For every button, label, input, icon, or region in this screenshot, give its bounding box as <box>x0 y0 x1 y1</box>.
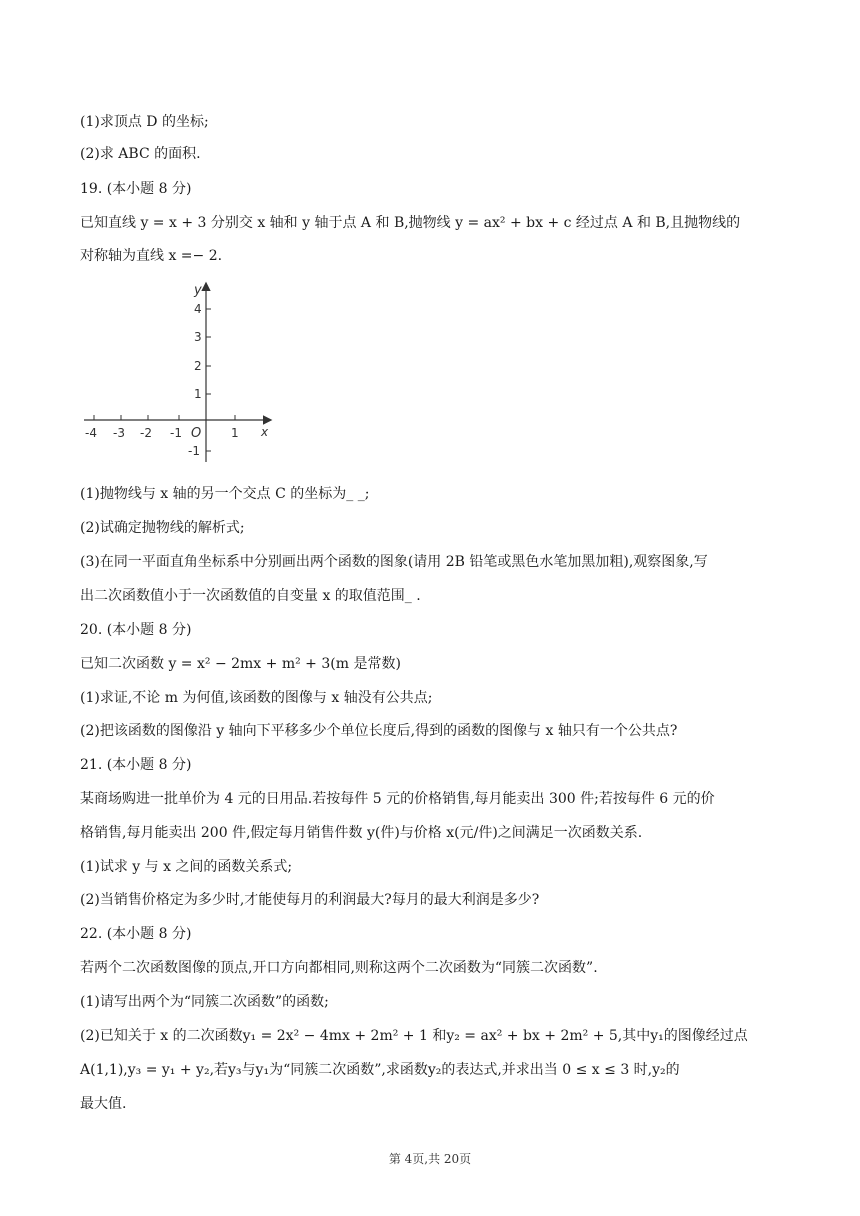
q19-part3-line1: (3)在同一平面直角坐标系中分别画出两个函数的图象(请用 2B 铅笔或黑色水笔加黑加粗),观察图象,写 <box>80 554 708 570</box>
q20-part1: (1)求证,不论 m 为何值,该函数的图像与 x 轴没有公共点; <box>80 690 433 706</box>
q22-part2-line3: 最大值. <box>80 1096 127 1112</box>
q19-body-line2: 对称轴为直线 x =− 2. <box>80 248 223 264</box>
coordinate-figure <box>80 276 280 472</box>
page-footer: 第 4页,共 20页 <box>388 1152 472 1166</box>
q18-part2: (2)求 ABC 的面积. <box>80 146 201 162</box>
q22-part2-line2: A(1,1),y₃ = y₁ + y₂,若y₃与y₁为“同簇二次函数”,求函数y₂的表达式,并求出当 0 ≤ x ≤ 3 时,y₂的 <box>80 1062 680 1078</box>
q19-heading: 19. (本小题 8 分) <box>80 181 192 197</box>
y-tick-label: 2 <box>194 359 202 373</box>
q18-part1: (1)求顶点 D 的坐标; <box>80 114 209 130</box>
y-axis-label: y <box>194 283 202 298</box>
q19-body-line1: 已知直线 y = x + 3 分别交 x 轴和 y 轴于点 A 和 B,抛物线 y = ax² + bx + c 经过点 A 和 B,且抛物线的 <box>80 215 741 231</box>
q19-part1: (1)抛物线与 x 轴的另一个交点 C 的坐标为_ _; <box>80 486 370 502</box>
x-axis-label: x <box>261 425 269 439</box>
q20-body: 已知二次函数 y = x² − 2mx + m² + 3(m 是常数) <box>80 656 401 672</box>
y-tick-label: 4 <box>194 302 202 316</box>
q22-part2-line1: (2)已知关于 x 的二次函数y₁ = 2x² − 4mx + 2m² + 1 和y₂ = ax² + bx + 2m² + 5,其中y₁的图像经过点 <box>80 1028 748 1044</box>
x-tick-label: -2 <box>140 426 152 440</box>
q21-body-line1: 某商场购进一批单价为 4 元的日用品.若按每件 5 元的价格销售,每月能卖出 300 件;若按每件 6 元的价 <box>80 791 715 807</box>
q19-part2: (2)试确定抛物线的解析式; <box>80 520 245 536</box>
x-tick-label: 1 <box>231 426 239 440</box>
origin-label: O <box>191 426 202 441</box>
x-tick-label: -1 <box>170 426 182 440</box>
q21-part2: (2)当销售价格定为多少时,才能使每月的利润最大?每月的最大利润是多少? <box>80 892 540 908</box>
q21-part1: (1)试求 y 与 x 之间的函数关系式; <box>80 859 293 875</box>
y-tick-label: 1 <box>194 387 202 401</box>
q22-body: 若两个二次函数图像的顶点,开口方向都相同,则称这两个二次函数为“同簇二次函数”. <box>80 960 598 976</box>
y-tick-label: -1 <box>188 444 200 458</box>
q20-part2: (2)把该函数的图像沿 y 轴向下平移多少个单位长度后,得到的函数的图像与 x 轴只有一个公共点? <box>80 723 678 739</box>
q22-part1: (1)请写出两个为“同簇二次函数”的函数; <box>80 994 329 1010</box>
q20-heading: 20. (本小题 8 分) <box>80 622 192 638</box>
q22-heading: 22. (本小题 8 分) <box>80 926 192 942</box>
q21-heading: 21. (本小题 8 分) <box>80 757 192 773</box>
q21-body-line2: 格销售,每月能卖出 200 件,假定每月销售件数 y(件)与价格 x(元/件)之间满足一次函数关系. <box>80 825 643 841</box>
x-tick-label: -3 <box>113 426 125 440</box>
x-tick-label: -4 <box>85 426 97 440</box>
y-tick-label: 3 <box>194 330 202 344</box>
q19-part3-line2: 出二次函数值小于一次函数值的自变量 x 的取值范围_ . <box>80 588 421 604</box>
